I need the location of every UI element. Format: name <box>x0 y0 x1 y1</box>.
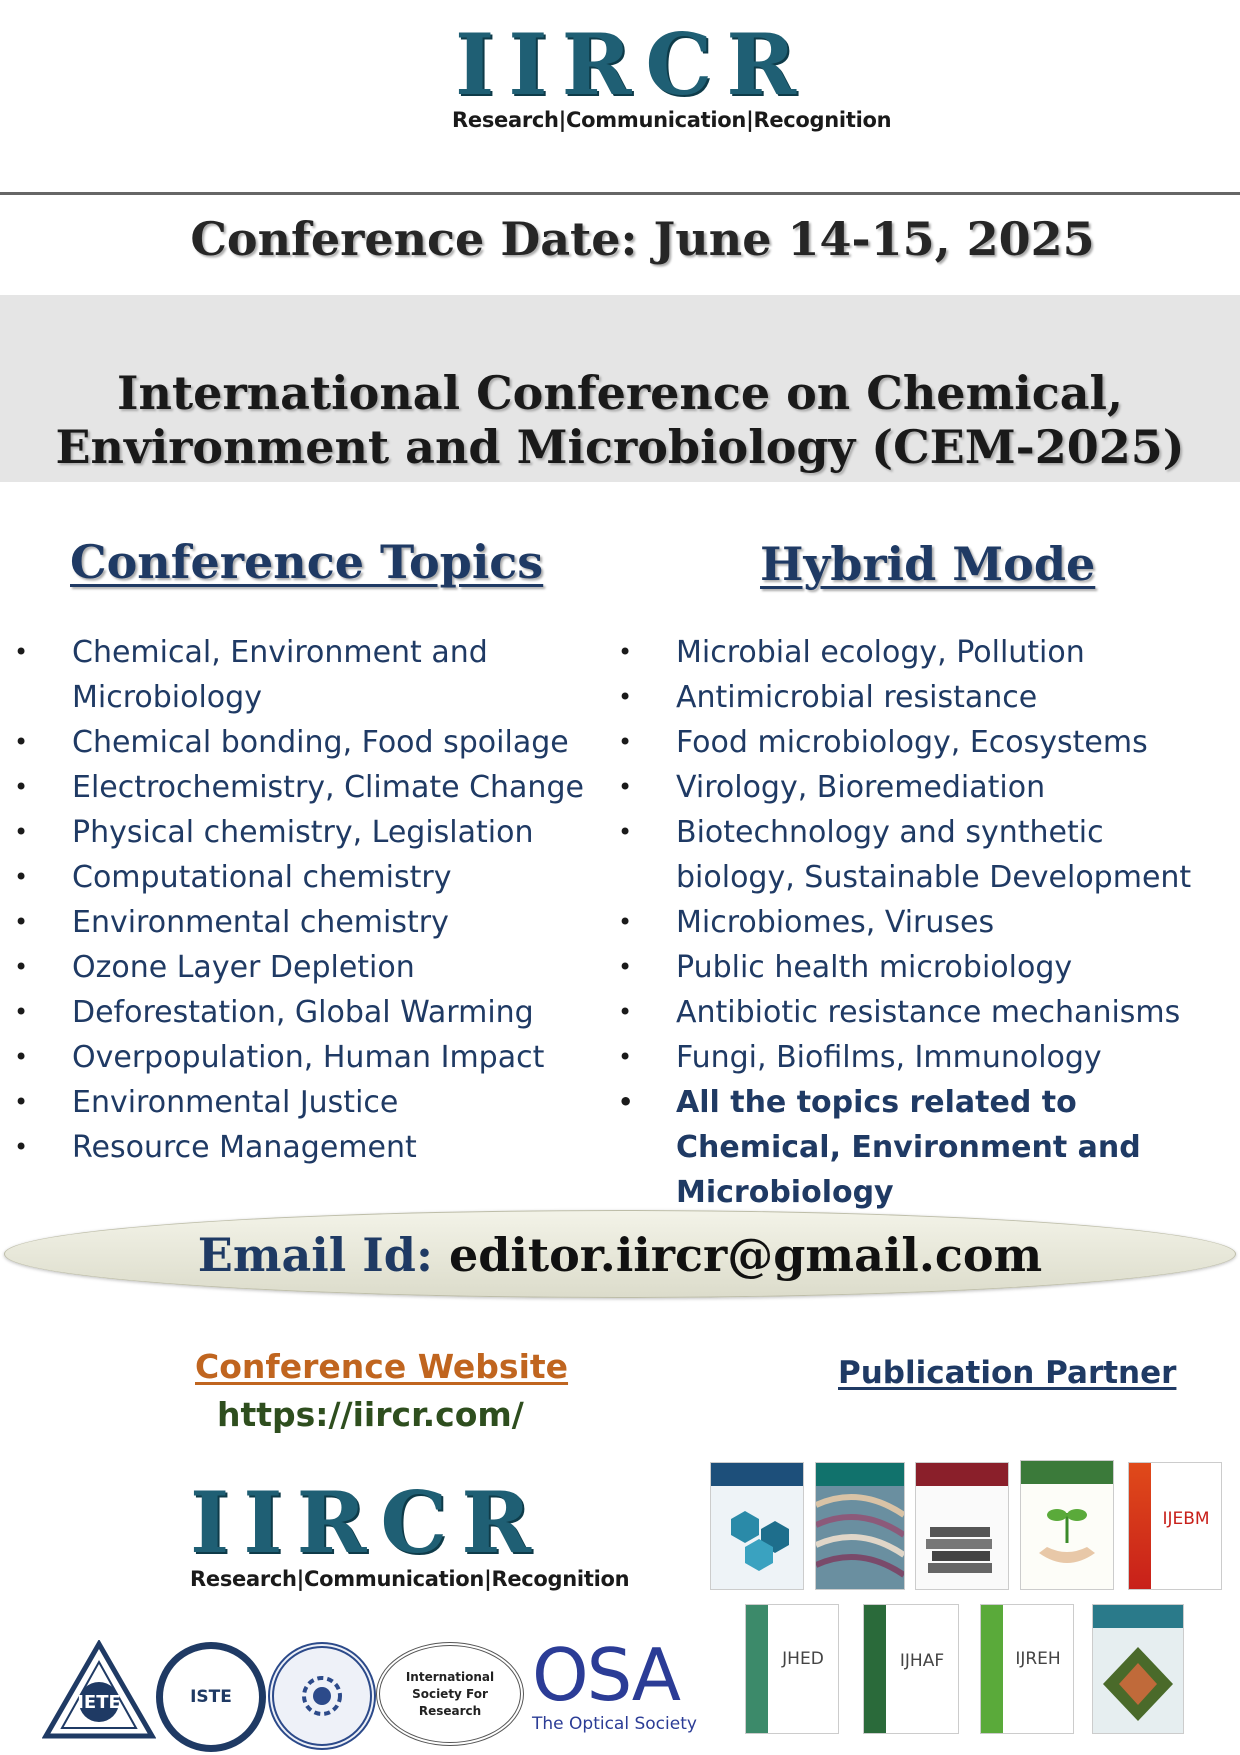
list-item: • Physical chemistry, Legislation <box>14 810 594 855</box>
journal-title-ijebm: IJEBM <box>1162 1509 1210 1529</box>
topics-list-left <box>14 630 594 1170</box>
header-logo-tagline: Research|Communication|Recognition <box>452 108 892 132</box>
topics-heading: Conference Topics <box>70 535 544 589</box>
iste-seal <box>156 1642 266 1752</box>
publication-heading[interactable]: Publication Partner <box>838 1355 1177 1391</box>
list-item: • Computational chemistry <box>14 855 594 900</box>
topics-list-right <box>618 630 1218 1215</box>
list-item: • Virology, Bioremediation <box>618 765 1218 810</box>
gear-icon <box>296 1670 348 1722</box>
mode-heading: Hybrid Mode <box>760 537 1096 591</box>
isr-label-line2: Society For Research <box>412 1686 488 1718</box>
conference-date: Conference Date: June 14-15, 2025 <box>190 212 1095 266</box>
journal-cover-4[interactable] <box>1020 1460 1114 1590</box>
conference-title-line1: International Conference on Chemical, <box>116 366 1124 420</box>
website-url[interactable]: https://iircr.com/ <box>217 1395 524 1434</box>
list-item: • Environmental Justice <box>14 1080 594 1125</box>
list-item: • Food microbiology, Ecosystems <box>618 720 1218 765</box>
journal-cover-5[interactable] <box>1092 1604 1184 1734</box>
iste-label: ISTE <box>190 1687 232 1707</box>
list-item: • Chemical bonding, Food spoilage <box>14 720 594 765</box>
isr-label-line1: International <box>405 1669 495 1684</box>
footer-logo-text: IIRCR <box>190 1473 546 1572</box>
conference-title <box>0 366 1240 474</box>
osa-mark: OSA <box>532 1633 679 1717</box>
footer-logo-tagline: Research|Communication|Recognition <box>190 1567 630 1591</box>
list-item: • Ozone Layer Depletion <box>14 945 594 990</box>
journal-cover-ijreh[interactable] <box>980 1604 1074 1734</box>
email-line <box>0 1228 1240 1282</box>
list-item: • Electrochemistry, Climate Change <box>14 765 594 810</box>
email-label: Email Id: <box>197 1228 433 1282</box>
iete-logo <box>42 1640 156 1744</box>
osa-subtitle: The Optical Society <box>532 1714 697 1734</box>
list-item: • Environmental chemistry <box>14 900 594 945</box>
list-item: • Resource Management <box>14 1125 594 1170</box>
osa-logo <box>532 1633 697 1744</box>
journal-cover-2[interactable] <box>815 1462 905 1590</box>
journal-cover-1[interactable] <box>710 1462 804 1590</box>
list-item: • Antibiotic resistance mechanisms <box>618 990 1218 1035</box>
website-heading: Conference Website <box>195 1347 569 1386</box>
list-item: • Overpopulation, Human Impact <box>14 1035 594 1080</box>
ie-india-seal <box>268 1642 376 1750</box>
journal-cover-ijhaf[interactable] <box>863 1604 959 1734</box>
journal-cover-3[interactable] <box>915 1462 1009 1590</box>
list-item: • Antimicrobial resistance <box>618 675 1218 720</box>
journal-title-ijreh: IJREH <box>1015 1649 1061 1669</box>
list-item: • Chemical, Environment and Microbiology <box>14 630 542 720</box>
list-item: • Microbial ecology, Pollution <box>618 630 1218 675</box>
journal-title-jhed: JHED <box>782 1649 824 1669</box>
list-item: • Deforestation, Global Warming <box>14 990 594 1035</box>
isr-seal <box>376 1642 524 1746</box>
iete-label: IETE <box>77 1692 121 1713</box>
list-item: • Microbiomes, Viruses <box>618 900 1218 945</box>
list-item: • All the topics related to Chemical, Environment and Microbiology <box>618 1080 1216 1215</box>
journal-title-ijhaf: IJHAF <box>899 1651 945 1671</box>
header-divider <box>0 192 1240 195</box>
conference-title-line2: Environment and Microbiology (CEM-2025) <box>55 420 1185 474</box>
journal-cover-ijebm[interactable] <box>1128 1462 1222 1590</box>
journal-cover-jhed[interactable] <box>745 1604 839 1734</box>
list-item: • Fungi, Biofilms, Immunology <box>618 1035 1218 1080</box>
list-item: • Public health microbiology <box>618 945 1218 990</box>
list-item: • Biotechnology and synthetic biology, Sustainable Development <box>618 810 1218 900</box>
header-logo-text: IIRCR <box>455 15 811 114</box>
email-address[interactable]: editor.iircr@gmail.com <box>448 1228 1043 1282</box>
